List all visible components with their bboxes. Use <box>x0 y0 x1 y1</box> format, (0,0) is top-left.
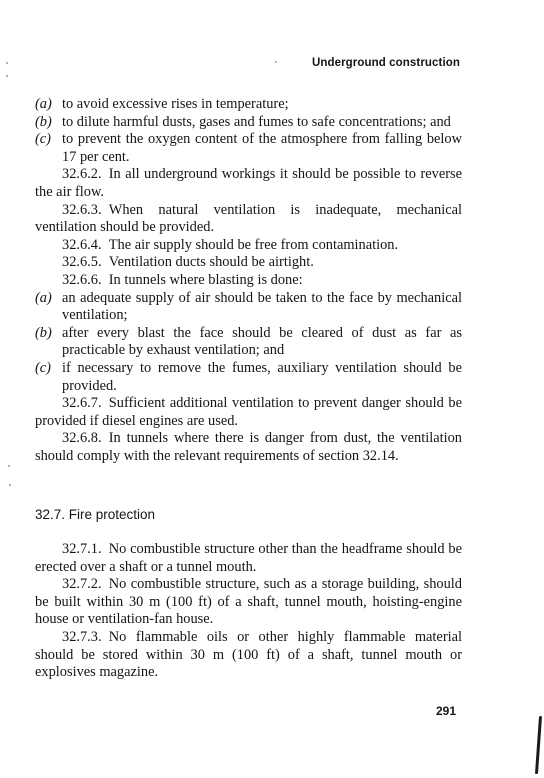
list-item-marker: (a) <box>35 96 52 112</box>
list-item <box>35 131 462 166</box>
list-item-text: to prevent the oxygen content of the atmosphere from falling below 17 per cent. <box>62 131 462 165</box>
list-item <box>35 290 462 325</box>
list-item-text: after every blast the face should be cleared of dust as far as practicable by exhaust ventilation; and <box>62 324 462 359</box>
clause-32-6-4: 32.6.4. The air supply should be free from contamination. <box>62 236 399 253</box>
running-head-separator: · <box>274 56 278 68</box>
clause-32-6-7: 32.6.7. Sufficient additional ventilation to prevent danger should be provided if diesel engines are used. <box>35 395 462 429</box>
list-item-text: to avoid excessive rises in temperature; <box>62 96 289 112</box>
list-item <box>35 325 462 360</box>
list-item <box>35 96 462 114</box>
clause-32-6-8: 32.6.8. In tunnels where there is danger from dust, the ventilation should comply with the relevant requirements of section 32.14. <box>35 430 462 464</box>
clause-32-7-3: 32.7.3. No flammable oils or other highly flammable material should be stored within 30 m (100 ft) of a shaft, tunnel mouth or explosives magazine. <box>35 628 462 681</box>
ventilation-purposes-list <box>35 96 462 166</box>
clause-32-6-6: 32.6.6. In tunnels where blasting is done: <box>62 271 303 288</box>
scan-speck <box>8 465 10 467</box>
ventilation-text-block <box>35 96 462 465</box>
list-item-marker: (c) <box>35 359 51 376</box>
list-item-text: an adequate supply of air should be taken to the face by mechanical ventilation; <box>62 289 462 324</box>
clause-32-7-2: 32.7.2. No combustible structure, such as a storage building, should be built within 30 m (100 ft) of a shaft, tunnel mouth, hoisting-engine house or ventilation-fan house. <box>35 576 462 628</box>
list-item-marker: (c) <box>35 131 51 148</box>
page-edge-shadow <box>535 716 542 774</box>
clause-32-6-5: 32.6.5. Ventilation ducts should be airtight. <box>62 254 314 271</box>
clause-32-6-3: 32.6.3. When natural ventilation is inadequate, mechanical ventilation should be provided. <box>35 201 462 236</box>
fire-protection-text-block <box>35 541 462 682</box>
page-number: 291 <box>435 704 456 718</box>
list-item-marker: (a) <box>35 289 52 306</box>
scan-speck <box>6 62 8 64</box>
section-heading-fire-protection: 32.7. Fire protection <box>35 507 156 522</box>
list-item-marker: (b) <box>35 324 52 341</box>
list-item <box>35 360 462 395</box>
running-head-title: Underground construction <box>311 57 460 69</box>
blasting-requirements-list <box>35 290 462 396</box>
list-item <box>35 114 462 132</box>
list-item-marker: (b) <box>35 113 52 130</box>
list-item-text: if necessary to remove the fumes, auxiliary ventilation should be provided. <box>62 359 462 394</box>
clause-32-6-2: 32.6.2. In all underground workings it should be possible to reverse the air flow. <box>35 166 462 200</box>
scan-speck <box>6 75 8 77</box>
list-item-text: to dilute harmful dusts, gases and fumes to safe concentrations; and <box>62 113 451 130</box>
clause-32-7-1: 32.7.1. No combustible structure other than the headframe should be erected over a shaft or a tunnel mouth. <box>35 541 462 575</box>
scan-speck <box>9 484 11 486</box>
